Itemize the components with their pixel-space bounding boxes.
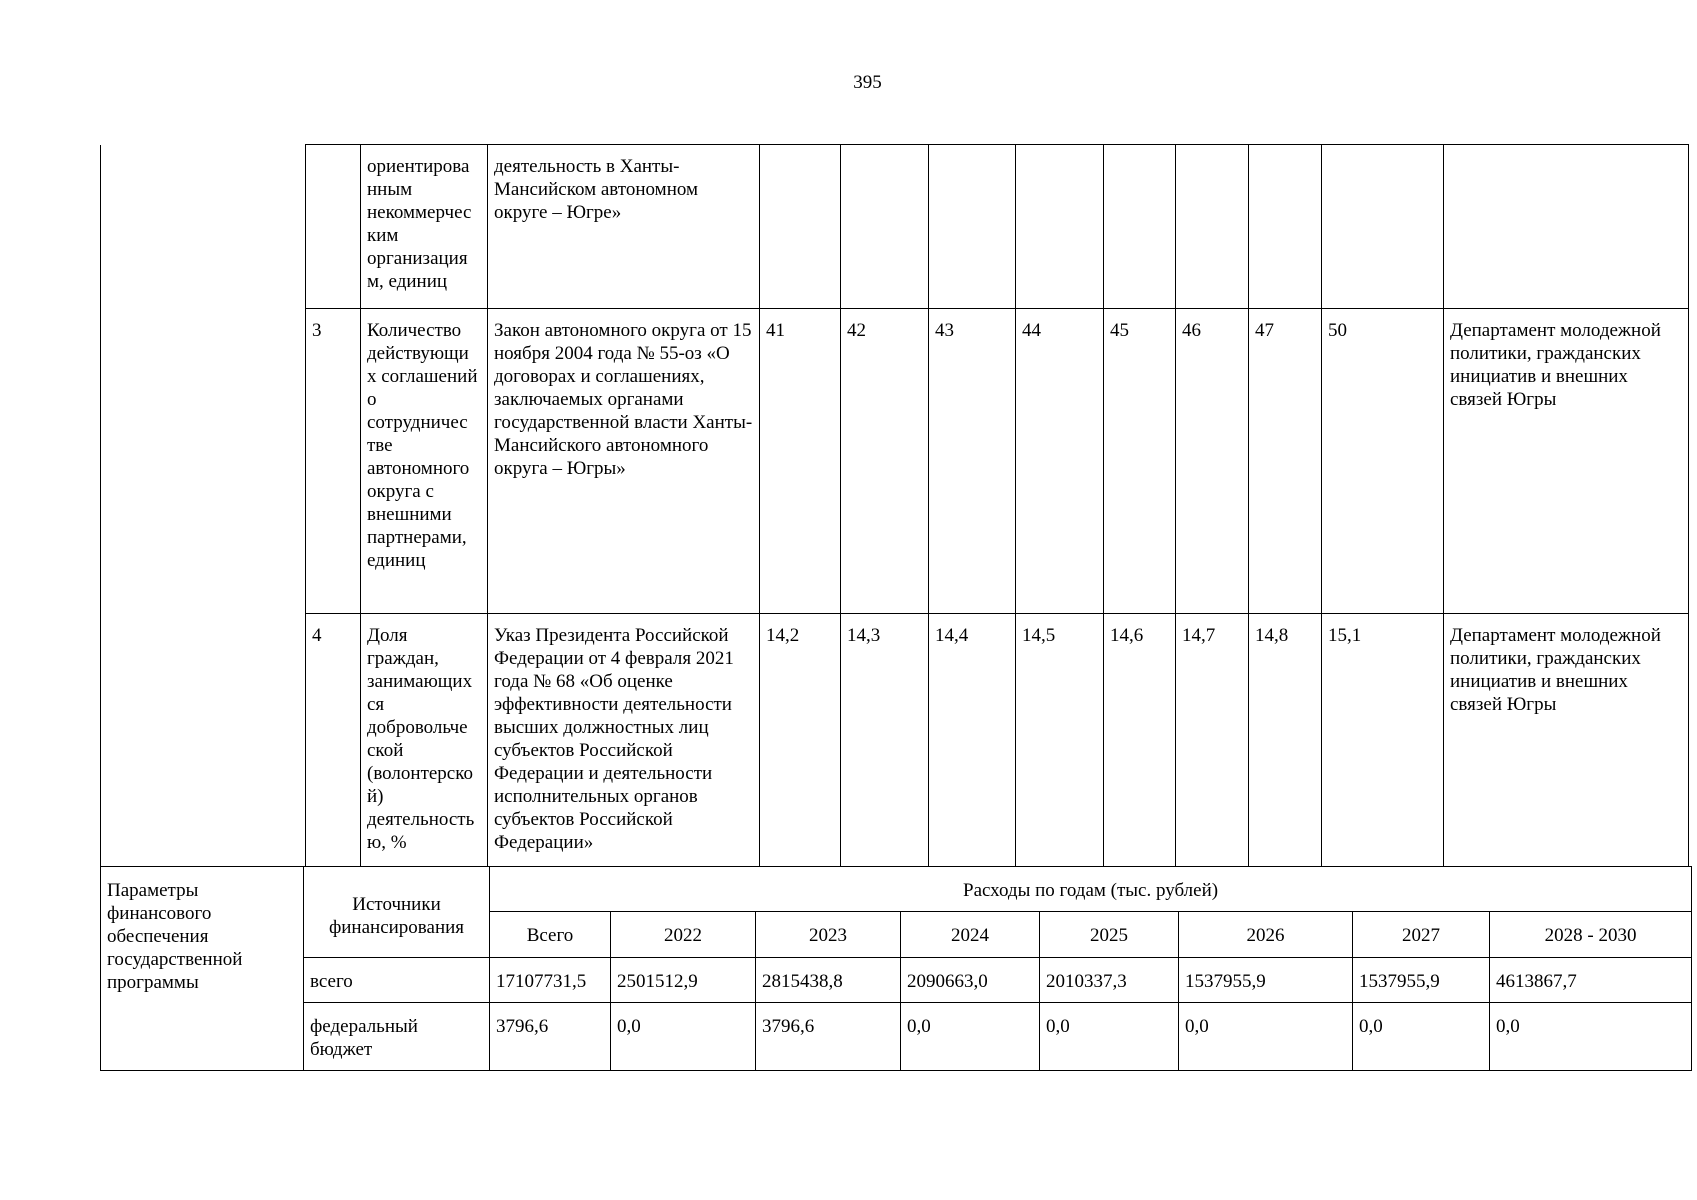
column-header: 2025 (1040, 912, 1179, 958)
value-cell: 14,3 (841, 614, 929, 867)
finance-row (101, 1003, 1692, 1071)
indicator-basis: Закон автономного округа от 15 ноября 2004 года № 55-оз «О договорах и соглашениях, заключаемых органами государственной власти Ханты-Мансийского автономного округа – Югры» (488, 309, 760, 614)
amount-cell: 0,0 (1179, 1003, 1353, 1071)
value-cell (760, 145, 841, 309)
amount-cell: 17107731,5 (490, 958, 611, 1003)
amount-cell: 1537955,9 (1353, 958, 1490, 1003)
value-cell: 14,5 (1016, 614, 1104, 867)
amount-cell: 3796,6 (756, 1003, 901, 1071)
row-number: 4 (306, 614, 361, 867)
column-header: 2022 (611, 912, 756, 958)
value-cell (929, 145, 1016, 309)
finance-section-label: Параметры финансового обеспечения государственной программы (101, 867, 304, 1071)
blank-cell (101, 614, 306, 867)
value-cell (1016, 145, 1104, 309)
source-label: федеральный бюджет (304, 1003, 490, 1071)
indicator-name: Доля граждан, занимающих ся добровольче ской (волонтерско й) деятельность ю, % (361, 614, 488, 867)
finance-row (101, 958, 1692, 1003)
indicator-basis: деятельность в Ханты-Мансийском автономном округе – Югре» (488, 145, 760, 309)
row-number: 3 (306, 309, 361, 614)
value-cell: 14,6 (1104, 614, 1176, 867)
amount-cell: 0,0 (901, 1003, 1040, 1071)
column-header: 2027 (1353, 912, 1490, 958)
column-header: Всего (490, 912, 611, 958)
value-cell: 14,7 (1176, 614, 1249, 867)
value-cell: 46 (1176, 309, 1249, 614)
indicator-name: Количество действующи х соглашений о сотрудничес тве автономного округа с внешними партнерами, единиц (361, 309, 488, 614)
value-cell: 14,8 (1249, 614, 1322, 867)
value-cell (1104, 145, 1176, 309)
value-cell: 42 (841, 309, 929, 614)
amount-cell: 2815438,8 (756, 958, 901, 1003)
responsible-cell: Департамент молодежной политики, гражданских инициатив и внешних связей Югры (1444, 614, 1689, 867)
value-cell: 44 (1016, 309, 1104, 614)
blank-cell (101, 309, 306, 614)
blank-cell (101, 145, 306, 309)
amount-cell: 3796,6 (490, 1003, 611, 1071)
responsible-cell: Департамент молодежной политики, гражданских инициатив и внешних связей Югры (1444, 309, 1689, 614)
amount-cell: 0,0 (1353, 1003, 1490, 1071)
value-cell (841, 145, 929, 309)
value-cell: 14,4 (929, 614, 1016, 867)
indicator-basis: Указ Президента Российской Федерации от 4 февраля 2021 года № 68 «Об оценке эффективности деятельности высших должностных лиц субъектов Российской Федерации и деятельности исполнительных органов субъектов Российской Федерации» (488, 614, 760, 867)
expenses-header: Расходы по годам (тыс. рублей) (490, 867, 1692, 912)
column-header: 2028 - 2030 (1490, 912, 1692, 958)
column-header: 2024 (901, 912, 1040, 958)
value-cell (1249, 145, 1322, 309)
value-cell: 45 (1104, 309, 1176, 614)
indicators-table (100, 144, 1689, 867)
finance-header-row (101, 867, 1692, 912)
finance-table (100, 866, 1692, 1071)
amount-cell: 4613867,7 (1490, 958, 1692, 1003)
indicator-row (101, 614, 1689, 867)
column-header: 2026 (1179, 912, 1353, 958)
value-cell: 41 (760, 309, 841, 614)
amount-cell: 2501512,9 (611, 958, 756, 1003)
value-cell: 15,1 (1322, 614, 1444, 867)
value-cell: 50 (1322, 309, 1444, 614)
amount-cell: 1537955,9 (1179, 958, 1353, 1003)
indicator-row (101, 309, 1689, 614)
source-label: всего (304, 958, 490, 1003)
page-number: 395 (853, 72, 882, 93)
column-header: 2023 (756, 912, 901, 958)
value-cell (1176, 145, 1249, 309)
amount-cell: 2010337,3 (1040, 958, 1179, 1003)
amount-cell: 2090663,0 (901, 958, 1040, 1003)
value-cell: 14,2 (760, 614, 841, 867)
value-cell (1322, 145, 1444, 309)
value-cell: 47 (1249, 309, 1322, 614)
sources-header: Источники финансирования (304, 867, 490, 958)
row-number (306, 145, 361, 309)
responsible-cell (1444, 145, 1689, 309)
amount-cell: 0,0 (1040, 1003, 1179, 1071)
amount-cell: 0,0 (1490, 1003, 1692, 1071)
amount-cell: 0,0 (611, 1003, 756, 1071)
indicator-row (101, 145, 1689, 309)
value-cell: 43 (929, 309, 1016, 614)
indicator-name: ориентирова нным некоммерчес ким организация м, единиц (361, 145, 488, 309)
